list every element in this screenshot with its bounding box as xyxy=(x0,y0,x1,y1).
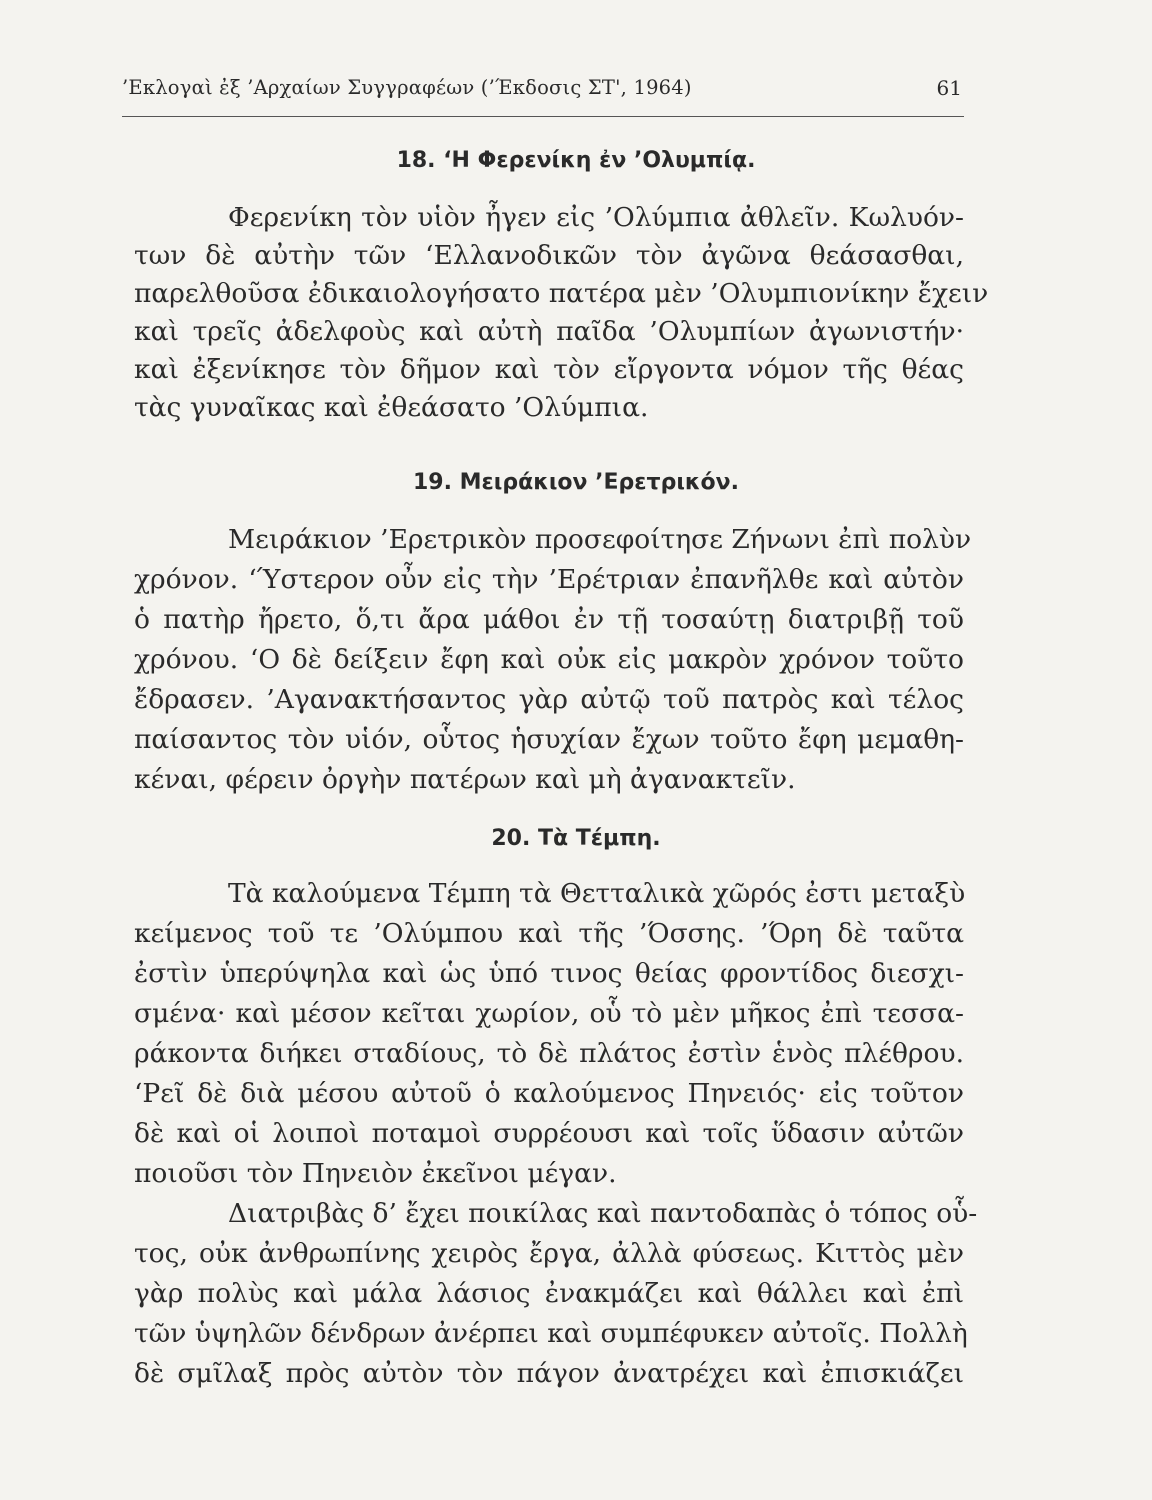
section-heading-20: 20. Τὰ Τέμπη. xyxy=(491,826,661,851)
section-heading-19: 19. Μειράκιον ’Ερετρικόν. xyxy=(413,470,739,495)
text-line: χρόνον. ‘Ύστερον οὖν εἰς τὴν ’Ερέτριαν ἐπανῆλθε καὶ αὐτὸν xyxy=(134,564,964,595)
text-line: δὲ σμῖλαξ πρὸς αὐτὸν τὸν πάγον ἀνατρέχει καὶ ἐπισκιάζει xyxy=(134,1358,964,1389)
text-line: γὰρ πολὺς καὶ μάλα λάσιος ἐνακμάζει καὶ θάλλει καὶ ἐπὶ xyxy=(134,1278,964,1309)
text-line: Μειράκιον ’Ερετρικὸν προσεφοίτησε Ζήνωνι ἐπὶ πολὺν xyxy=(228,524,972,555)
text-line: δὲ καὶ οἱ λοιποὶ ποταμοὶ συρρέουσι καὶ τοῖς ὕδασιν αὐτῶν xyxy=(134,1118,964,1149)
text-line: κέναι, φέρειν ὀργὴν πατέρων καὶ μὴ ἀγανακτεῖν. xyxy=(134,764,796,795)
text-line: παίσαντος τὸν υἱόν, οὗτος ἡσυχίαν ἔχων τοῦτο ἔφη μεμαθη- xyxy=(134,724,964,755)
text-line: Τὰ καλούμενα Τέμπη τὰ Θετταλικὰ χῶρός ἐστι μεταξὺ xyxy=(228,878,966,909)
text-line: χρόνου. ‘Ο δὲ δείξειν ἔφη καὶ οὐκ εἰς μακρὸν χρόνον τοῦτο xyxy=(134,644,964,675)
text-line: παρελθοῦσα ἐδικαιολογήσατο πατέρα μὲν ’Ολυμπιονίκην ἔχειν xyxy=(134,278,989,309)
text-line: τος, οὐκ ἀνθρωπίνης χειρὸς ἔργα, ἀλλὰ φύσεως. Κιττὸς μὲν xyxy=(134,1238,964,1269)
text-line: σμένα· καὶ μέσον κεῖται χωρίον, οὗ τὸ μὲν μῆκος ἐπὶ τεσσα- xyxy=(134,998,964,1029)
text-line: ράκοντα διήκει σταδίους, τὸ δὲ πλάτος ἐστὶν ἑνὸς πλέθρου. xyxy=(134,1038,964,1069)
text-line: καὶ τρεῖς ἀδελφοὺς καὶ αὐτὴ παῖδα ’Ολυμπίων ἀγωνιστήν· xyxy=(134,316,964,347)
text-line: τῶν ὑψηλῶν δένδρων ἀνέρπει καὶ συμπέφυκεν αὐτοῖς. Πολλὴ xyxy=(134,1318,968,1349)
header-title: ’Εκλογαὶ ἐξ ’Αρχαίων Συγγραφέων (’Έκδοσις ΣΤ', 1964) xyxy=(122,76,692,99)
section-heading-18: 18. ‘Η Φερενίκη ἐν ’Ολυμπίᾳ. xyxy=(396,148,756,173)
text-line: Διατριβὰς δ’ ἔχει ποικίλας καὶ παντοδαπὰς ὁ τόπος οὗ- xyxy=(228,1198,978,1229)
page-number: 61 xyxy=(936,76,962,100)
text-line: ἐστὶν ὑπερύψηλα καὶ ὡς ὑπό τινος θείας φροντίδος διεσχι- xyxy=(134,958,964,989)
text-line: καὶ ἐξενίκησε τὸν δῆμον καὶ τὸν εἴργοντα νόμον τῆς θέας xyxy=(134,354,964,385)
text-line: ποιοῦσι τὸν Πηνειὸν ἐκεῖνοι μέγαν. xyxy=(134,1158,617,1189)
text-line: ὁ πατὴρ ἤρετο, ὅ,τι ἄρα μάθοι ἐν τῇ τοσαύτῃ διατριβῇ τοῦ xyxy=(134,604,964,635)
text-line: των δὲ αὐτὴν τῶν ‘Ελλανοδικῶν τὸν ἀγῶνα θεάσασθαι, xyxy=(134,240,964,271)
text-line: τὰς γυναῖκας καὶ ἐθεάσατο ’Ολύμπια. xyxy=(134,392,649,423)
text-line: ἔδρασεν. ’Αγανακτήσαντος γὰρ αὐτῷ τοῦ πατρὸς καὶ τέλος xyxy=(134,684,964,715)
running-header xyxy=(122,76,964,117)
text-line: κείμενος τοῦ τε ’Ολύμπου καὶ τῆς ’Όσσης. ’Όρη δὲ ταῦτα xyxy=(134,918,964,949)
text-line: ‘Ρεῖ δὲ διὰ μέσου αὐτοῦ ὁ καλούμενος Πηνειός· εἰς τοῦτον xyxy=(134,1078,964,1109)
text-line: Φερενίκη τὸν υἱὸν ἦγεν εἰς ’Ολύμπια ἀθλεῖν. Κωλυόν- xyxy=(228,202,964,233)
